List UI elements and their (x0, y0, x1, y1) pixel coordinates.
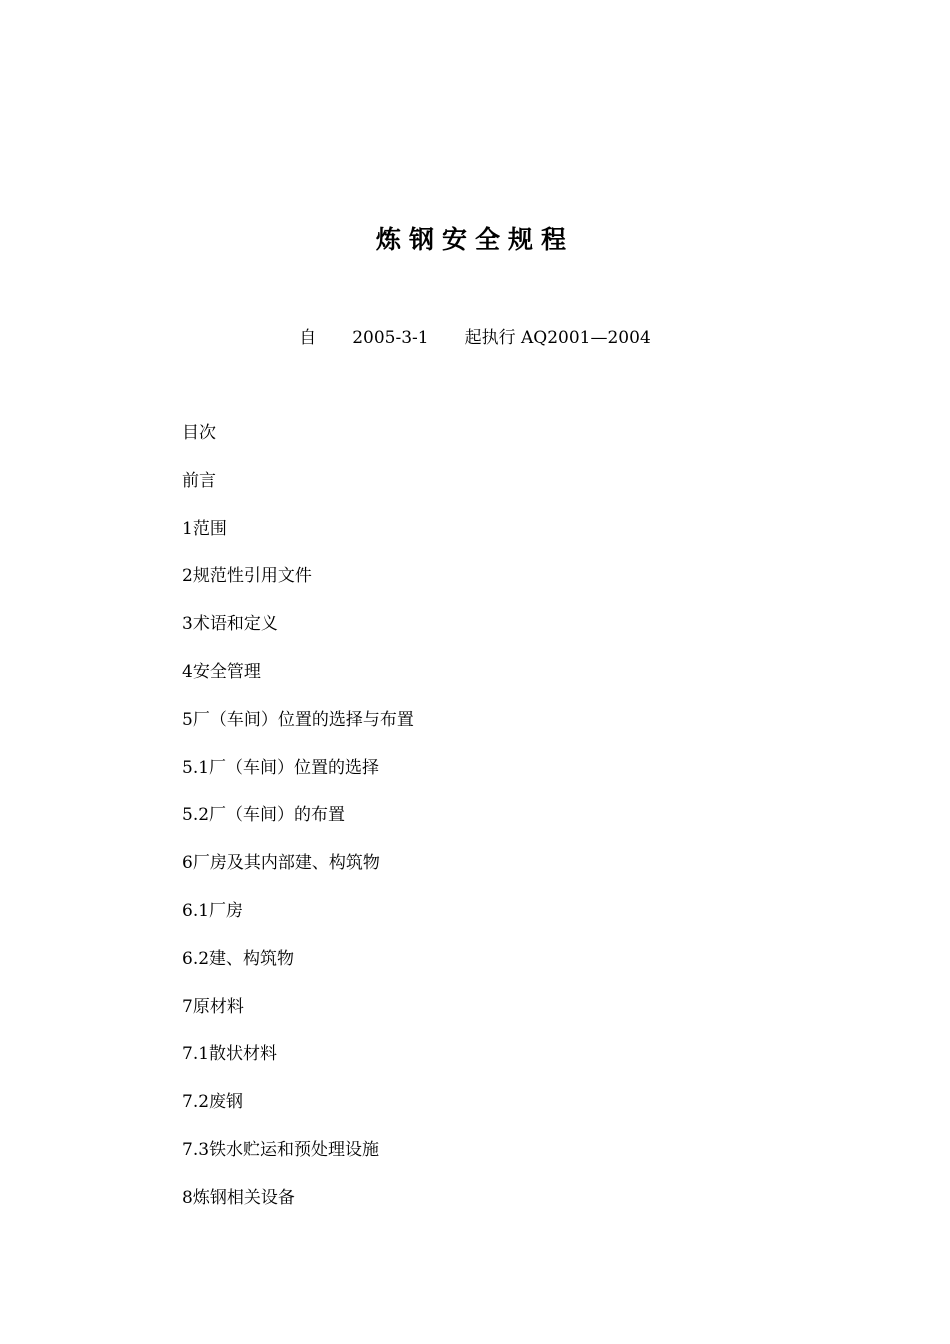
toc-heading: 目次 (182, 423, 216, 443)
toc-item: 7原材料 (182, 996, 244, 1017)
toc-item: 3术语和定义 (182, 614, 278, 635)
meta-suffix: 起执行 AQ2001—2004 (464, 328, 651, 348)
table-of-contents (182, 421, 414, 1234)
toc-item: 5.2厂（车间）的布置 (182, 805, 346, 826)
toc-item: 2规范性引用文件 (182, 566, 312, 587)
effective-date-line (0, 326, 950, 350)
toc-item: 前言 (182, 470, 216, 491)
toc-item: 5厂（车间）位置的选择与布置 (182, 709, 414, 730)
toc-item: 5.1厂（车间）位置的选择 (182, 757, 380, 778)
toc-item: 6.2建、构筑物 (182, 948, 295, 969)
toc-item: 6.1厂房 (182, 900, 244, 921)
meta-prefix: 自 (299, 328, 317, 348)
document-title: 炼钢安全规程 (375, 225, 574, 254)
toc-item: 7.1散状材料 (182, 1044, 278, 1065)
toc-item: 6厂房及其内部建、构筑物 (182, 853, 380, 874)
meta-date: 2005-3-1 (352, 328, 429, 348)
toc-item: 1范围 (182, 518, 227, 539)
toc-item: 4安全管理 (182, 661, 261, 682)
toc-item: 8炼钢相关设备 (182, 1187, 295, 1208)
toc-item: 7.2废钢 (182, 1092, 244, 1113)
toc-item: 7.3铁水贮运和预处理设施 (182, 1139, 380, 1160)
